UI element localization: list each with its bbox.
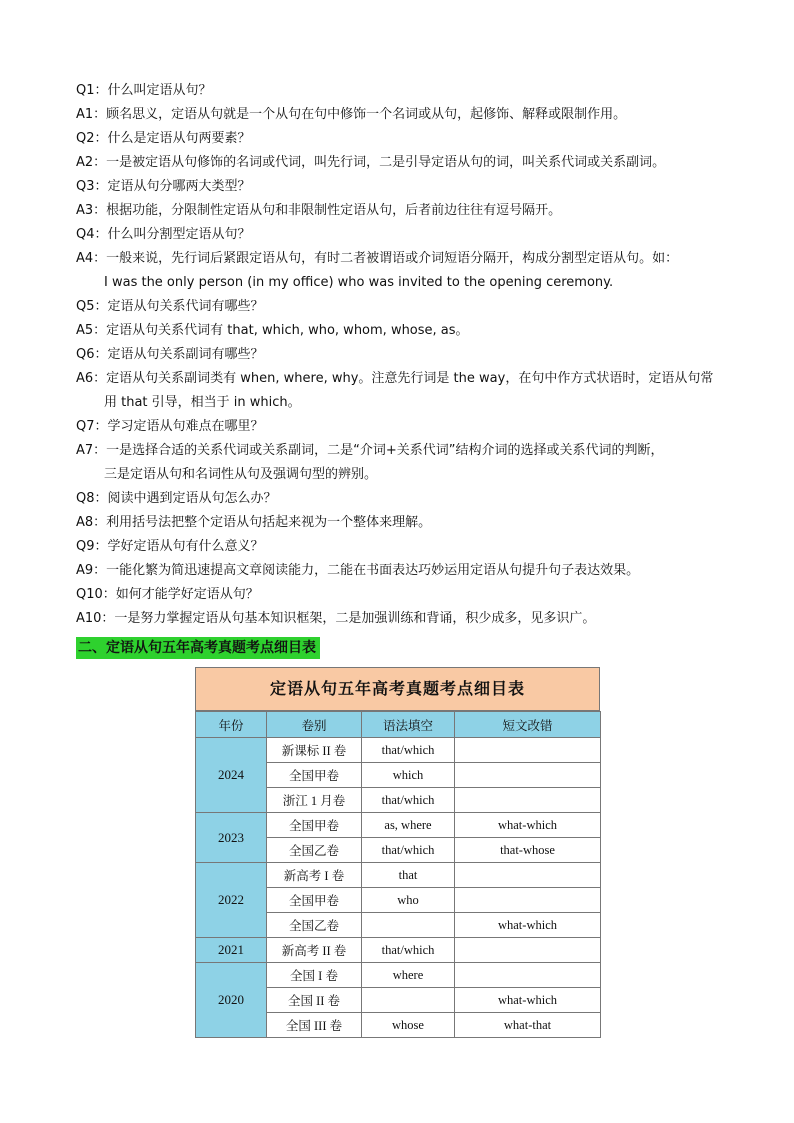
error-correction-cell: what-that <box>455 1013 601 1038</box>
section-title: 二、定语从句五年高考真题考点细目表 <box>76 637 320 659</box>
paper-cell: 全国 II 卷 <box>267 988 362 1013</box>
grammar-fill-cell: who <box>362 888 455 913</box>
grammar-fill-cell: which <box>362 763 455 788</box>
table-header-row <box>196 712 601 738</box>
error-correction-cell: what-which <box>455 913 601 938</box>
error-correction-cell <box>455 863 601 888</box>
paper-cell: 全国甲卷 <box>267 763 362 788</box>
question-line: Q7：学习定语从句难点在哪里？ <box>76 419 264 434</box>
answer-line: A3：根据功能，分限制性定语从句和非限制性定语从句，后者前边往往有逗号隔开。 <box>76 203 562 218</box>
qa-list <box>76 79 736 631</box>
qa-line-continuation: 三是定语从句和名词性从句及强调句型的辨别。 <box>104 467 378 482</box>
paper-cell: 全国乙卷 <box>267 913 362 938</box>
answer-line: A9：一能化繁为简迅速提高文章阅读能力，二能在书面表达巧妙运用定语从句提升句子表达效果。 <box>76 563 640 578</box>
grammar-fill-cell: as, where <box>362 813 455 838</box>
year-cell: 2022 <box>196 863 267 938</box>
paper-cell: 全国 I 卷 <box>267 963 362 988</box>
table-title: 定语从句五年高考真题考点细目表 <box>195 667 600 711</box>
question-line: Q5：定语从句关系代词有哪些？ <box>76 299 264 314</box>
answer-line: A6：定语从句关系副词类有 when, where, why。注意先行词是 the way，在句中作方式状语时，定语从句常 <box>76 371 714 386</box>
grammar-fill-cell: where <box>362 963 455 988</box>
question-line: Q6：定语从句关系副词有哪些？ <box>76 347 264 362</box>
header-grammar-fill: 语法填空 <box>362 712 455 738</box>
question-line: Q4：什么叫分割型定语从句？ <box>76 227 251 242</box>
year-cell: 2021 <box>196 938 267 963</box>
paper-cell: 全国乙卷 <box>267 838 362 863</box>
grammar-fill-cell: that/which <box>362 738 455 763</box>
qa-line-continuation: 用 that 引导，相当于 in which。 <box>104 395 301 410</box>
error-correction-cell <box>455 938 601 963</box>
paper-cell: 新课标 II 卷 <box>267 738 362 763</box>
grammar-fill-cell: that/which <box>362 838 455 863</box>
grammar-fill-cell <box>362 913 455 938</box>
error-correction-cell <box>455 763 601 788</box>
question-line: Q3：定语从句分哪两大类型？ <box>76 179 251 194</box>
table-row <box>196 938 601 963</box>
grammar-fill-cell: whose <box>362 1013 455 1038</box>
exam-table <box>195 667 600 1038</box>
table-row <box>196 963 601 988</box>
error-correction-cell <box>455 738 601 763</box>
exam-points-table <box>195 711 601 1038</box>
paper-cell: 全国 III 卷 <box>267 1013 362 1038</box>
year-cell: 2024 <box>196 738 267 813</box>
error-correction-cell: what-which <box>455 988 601 1013</box>
question-line: Q1：什么叫定语从句？ <box>76 83 212 98</box>
answer-line: A5：定语从句关系代词有 that, which, who, whom, whose, as。 <box>76 323 469 338</box>
question-line: Q8：阅读中遇到定语从句怎么办？ <box>76 491 277 506</box>
header-paper: 卷别 <box>267 712 362 738</box>
table-row <box>196 738 601 763</box>
paper-cell: 全国甲卷 <box>267 813 362 838</box>
error-correction-cell: what-which <box>455 813 601 838</box>
answer-line: A8：利用括号法把整个定语从句括起来视为一个整体来理解。 <box>76 515 432 530</box>
answer-line: A4：一般来说，先行词后紧跟定语从句，有时二者被谓语或介词短语分隔开，构成分割型定语从句。如： <box>76 251 679 266</box>
year-cell: 2020 <box>196 963 267 1038</box>
paper-cell: 全国甲卷 <box>267 888 362 913</box>
paper-cell: 新高考 II 卷 <box>267 938 362 963</box>
question-line: Q2：什么是定语从句两要素？ <box>76 131 251 146</box>
question-line: Q9：学好定语从句有什么意义？ <box>76 539 264 554</box>
answer-line: A10：一是努力掌握定语从句基本知识框架，二是加强训练和背诵，积少成多，见多识广。 <box>76 611 596 626</box>
error-correction-cell <box>455 788 601 813</box>
answer-line: A1：顾名思义，定语从句就是一个从句在句中修饰一个名词或从句，起修饰、解释或限制作用。 <box>76 107 627 122</box>
grammar-fill-cell: that <box>362 863 455 888</box>
answer-line: A7：一是选择合适的关系代词或关系副词，二是“介词+关系代词”结构介词的选择或关系代词的判断， <box>76 443 664 458</box>
header-year: 年份 <box>196 712 267 738</box>
grammar-fill-cell: that/which <box>362 788 455 813</box>
error-correction-cell: that-whose <box>455 838 601 863</box>
qa-line-continuation: I was the only person (in my office) who was invited to the opening ceremony. <box>104 275 614 290</box>
error-correction-cell <box>455 963 601 988</box>
error-correction-cell <box>455 888 601 913</box>
paper-cell: 浙江 1 月卷 <box>267 788 362 813</box>
year-cell: 2023 <box>196 813 267 863</box>
table-row <box>196 863 601 888</box>
grammar-fill-cell: that/which <box>362 938 455 963</box>
answer-line: A2：一是被定语从句修饰的名词或代词，叫先行词，二是引导定语从句的词，叫关系代词或关系副词。 <box>76 155 666 170</box>
grammar-fill-cell <box>362 988 455 1013</box>
paper-cell: 新高考 I 卷 <box>267 863 362 888</box>
question-line: Q10：如何才能学好定语从句？ <box>76 587 259 602</box>
header-error-correction: 短文改错 <box>455 712 601 738</box>
table-row <box>196 813 601 838</box>
